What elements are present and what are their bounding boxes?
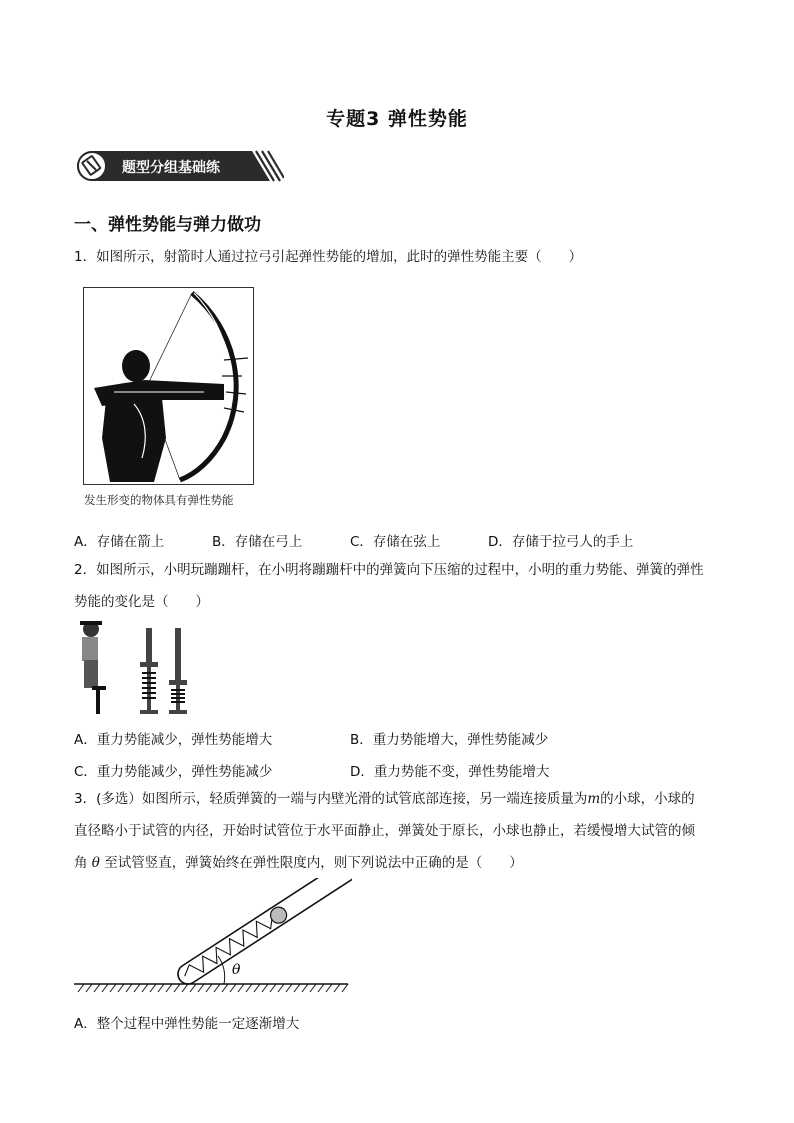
q3-stem-part3: 角 bbox=[74, 855, 88, 871]
test-tube-figure bbox=[72, 878, 352, 1000]
question-3-stem-line1 bbox=[74, 784, 724, 815]
q2-option-d[interactable]: D．重力势能不变，弹性势能增大 bbox=[350, 764, 550, 780]
pogo-stick-figure bbox=[74, 618, 204, 718]
q2-option-a[interactable]: A．重力势能减少，弹性势能增大 bbox=[74, 732, 273, 748]
q3-stem-part1: 3．(多选）如图所示，轻质弹簧的一端与内壁光滑的试管底部连接，另一端连接质量为 bbox=[74, 791, 588, 807]
ground-hatching bbox=[78, 984, 348, 992]
pogo-stick-illustration bbox=[74, 618, 204, 718]
archer-figure bbox=[83, 287, 254, 507]
q1-option-a[interactable]: A．存储在箭上 bbox=[74, 534, 165, 550]
q3-option-a[interactable]: A．整个过程中弹性势能一定逐渐增大 bbox=[74, 1016, 300, 1032]
banner-label: 题型分组基础练 bbox=[122, 160, 220, 176]
question-3-stem-line2: 直径略小于试管的内径，开始时试管位于水平面静止，弹簧处于原长，小球也静止，若缓慢增大试管的倾 bbox=[74, 823, 695, 839]
q1-option-c[interactable]: C．存储在弦上 bbox=[350, 534, 441, 550]
page-title: 专题3 弹性势能 bbox=[326, 108, 468, 130]
q2-option-b[interactable]: B．重力势能增大，弹性势能减少 bbox=[350, 732, 549, 748]
mass-symbol: m bbox=[587, 791, 601, 807]
question-2-stem-line2: 势能的变化是（ ） bbox=[74, 594, 209, 610]
q3-stem-part4: 至试管竖直，弹簧始终在弹性限度内，则下列说法中正确的是（ ） bbox=[104, 855, 523, 871]
q2-option-c[interactable]: C．重力势能减少，弹性势能减少 bbox=[74, 764, 273, 780]
test-tube-illustration bbox=[72, 878, 352, 1000]
q1-option-b[interactable]: B．存储在弓上 bbox=[212, 534, 303, 550]
archer-illustration bbox=[84, 288, 253, 484]
angle-label: θ bbox=[232, 962, 241, 978]
banner-graphic bbox=[74, 148, 284, 184]
question-1-stem: 1．如图所示，射箭时人通过拉弓引起弹性势能的增加，此时的弹性势能主要（ ） bbox=[74, 249, 583, 265]
question-3-stem-line3 bbox=[74, 848, 724, 879]
section-banner bbox=[74, 148, 284, 184]
theta-symbol: θ bbox=[91, 855, 100, 871]
figure-caption: 发生形变的物体具有弹性势能 bbox=[84, 493, 234, 507]
q3-stem-part2: 的小球，小球的 bbox=[600, 791, 695, 807]
question-2-stem-line1: 2．如图所示，小明玩蹦蹦杆，在小明将蹦蹦杆中的弹簧向下压缩的过程中，小明的重力势能、弹簧的弹性 bbox=[74, 562, 704, 578]
q1-option-d[interactable]: D．存储于拉弓人的手上 bbox=[488, 534, 634, 550]
section-heading: 一、弹性势能与弹力做功 bbox=[74, 215, 261, 235]
